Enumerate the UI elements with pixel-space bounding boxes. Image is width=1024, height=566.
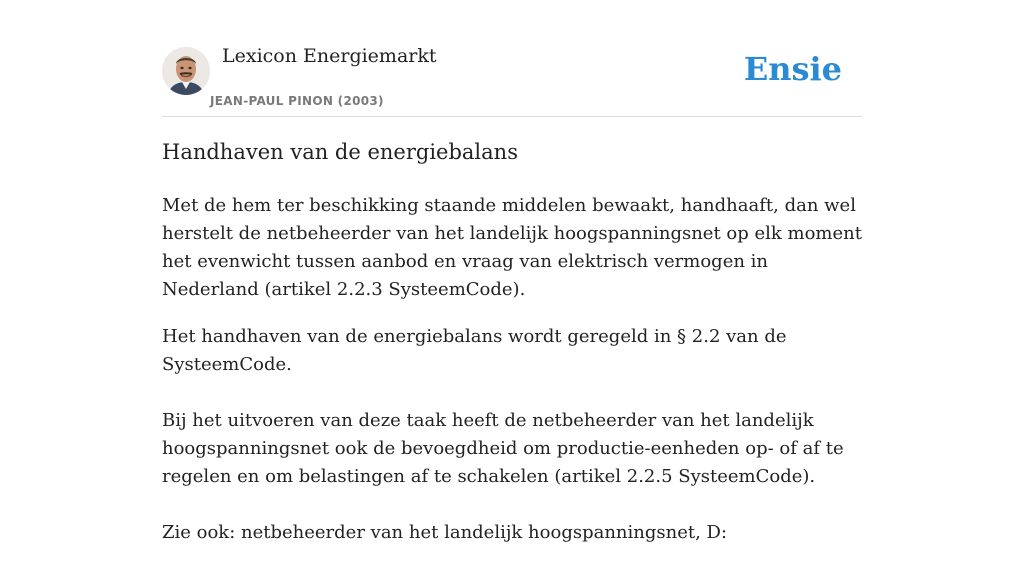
- avatar[interactable]: [162, 47, 210, 95]
- entry-paragraph: Het handhaven van de energiebalans wordt geregeld in § 2.2 van de SysteemCode.: [162, 326, 787, 375]
- ensie-logo-link[interactable]: Ensie: [743, 50, 842, 88]
- author-portrait-icon: [162, 47, 210, 95]
- entry-paragraph: Zie ook: netbeheerder van het landelijk hoogspanningsnet, D:: [162, 522, 728, 543]
- page: [162, 0, 862, 543]
- entry-paragraph: Bij het uitvoeren van deze taak heeft de netbeheerder van het landelijk hoogspanningsnet ook de bevoegdheid om productie-eenheden op- of af te regelen en om belastingen af te schakelen (artikel 2.2.5 SysteemCode).: [162, 410, 844, 487]
- author-name[interactable]: JEAN-PAUL PINON (2003): [210, 94, 384, 108]
- entry-body: [162, 192, 862, 566]
- book-title[interactable]: Lexicon Energiemarkt: [222, 45, 437, 67]
- entry-paragraph: Met de hem ter beschikking staande middelen bewaakt, handhaaft, dan wel herstelt de netbeheerder van het landelijk hoogspanningsnet op elk moment het evenwicht tussen aanbod en vraag van elektrisch vermogen in Nederland (artikel 2.2.3 SysteemCode).: [162, 195, 862, 300]
- header: [162, 0, 862, 117]
- entry-title: Handhaven van de energiebalans: [162, 140, 518, 164]
